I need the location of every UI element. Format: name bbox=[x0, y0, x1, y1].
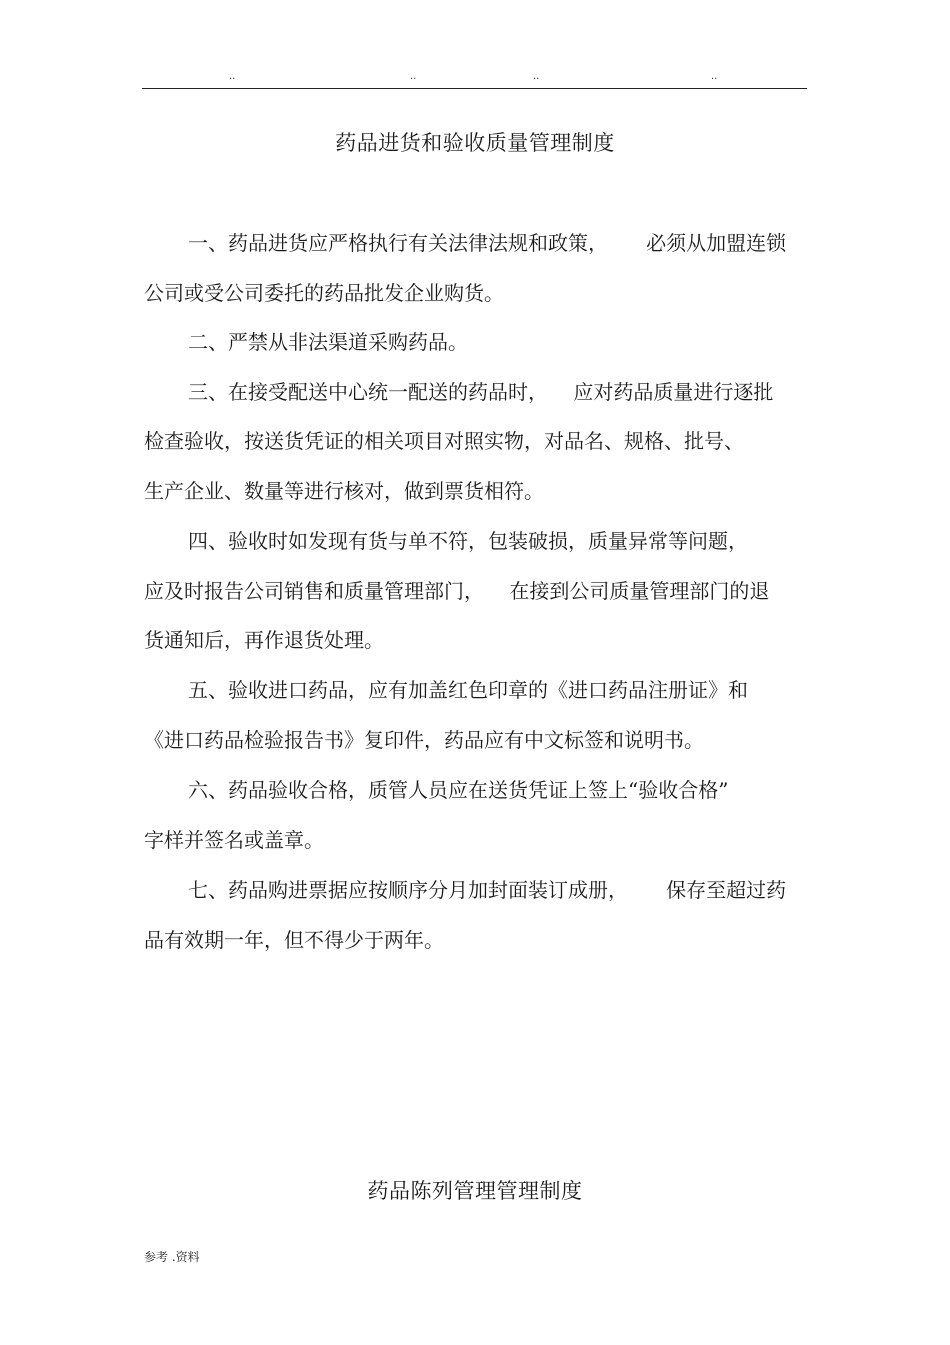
paragraph-line: 检查验收，按送货凭证的相关项目对照实物，对品名、规格、批号、 bbox=[144, 429, 744, 453]
paragraph-line: 字样并签名或盖章。 bbox=[144, 828, 324, 852]
header-divider bbox=[142, 88, 807, 89]
paragraph-line: 三、在接受配送中心统一配送的药品时， 应对药品质量进行逐批 bbox=[188, 380, 774, 404]
paragraph-line: 公司或受公司委托的药品批发企业购货。 bbox=[144, 281, 504, 305]
paragraph-line: 货通知后，再作退货处理。 bbox=[144, 628, 384, 652]
paragraph-line: 四、验收时如发现有货与单不符，包装破损，质量异常等问题， bbox=[188, 529, 748, 553]
paragraph-line: 二、严禁从非法渠道采购药品。 bbox=[188, 330, 468, 354]
header-mark: .. bbox=[229, 71, 236, 82]
paragraph-line: 一、药品进货应严格执行有关法律法规和政策， 必须从加盟连锁 bbox=[188, 231, 787, 255]
section-title: 药品陈列管理管理制度 bbox=[367, 1179, 583, 1203]
header-mark: .. bbox=[711, 71, 718, 82]
paragraph-line: 五、验收进口药品，应有加盖红色印章的《进口药品注册证》和 bbox=[188, 678, 748, 702]
paragraph-line: 生产企业、数量等进行核对，做到票货相符。 bbox=[144, 479, 544, 503]
section-title: 药品进货和验收质量管理制度 bbox=[335, 131, 615, 155]
paragraph-line: 七、药品购进票据应按顺序分月加封面装订成册， 保存至超过药 bbox=[188, 878, 787, 902]
paragraph-line: 品有效期一年，但不得少于两年。 bbox=[144, 928, 444, 952]
header-mark: .. bbox=[410, 71, 417, 82]
page-footer: 参考 .资料 bbox=[144, 1250, 200, 1264]
paragraph-line: 六、药品验收合格，质管人员应在送货凭证上签上“验收合格” bbox=[188, 778, 729, 802]
header-mark: .. bbox=[533, 71, 540, 82]
paragraph-line: 应及时报告公司销售和质量管理部门， 在接到公司质量管理部门的退 bbox=[144, 579, 770, 603]
paragraph-line: 《进口药品检验报告书》复印件，药品应有中文标签和说明书。 bbox=[144, 728, 704, 752]
page-header bbox=[0, 70, 950, 84]
